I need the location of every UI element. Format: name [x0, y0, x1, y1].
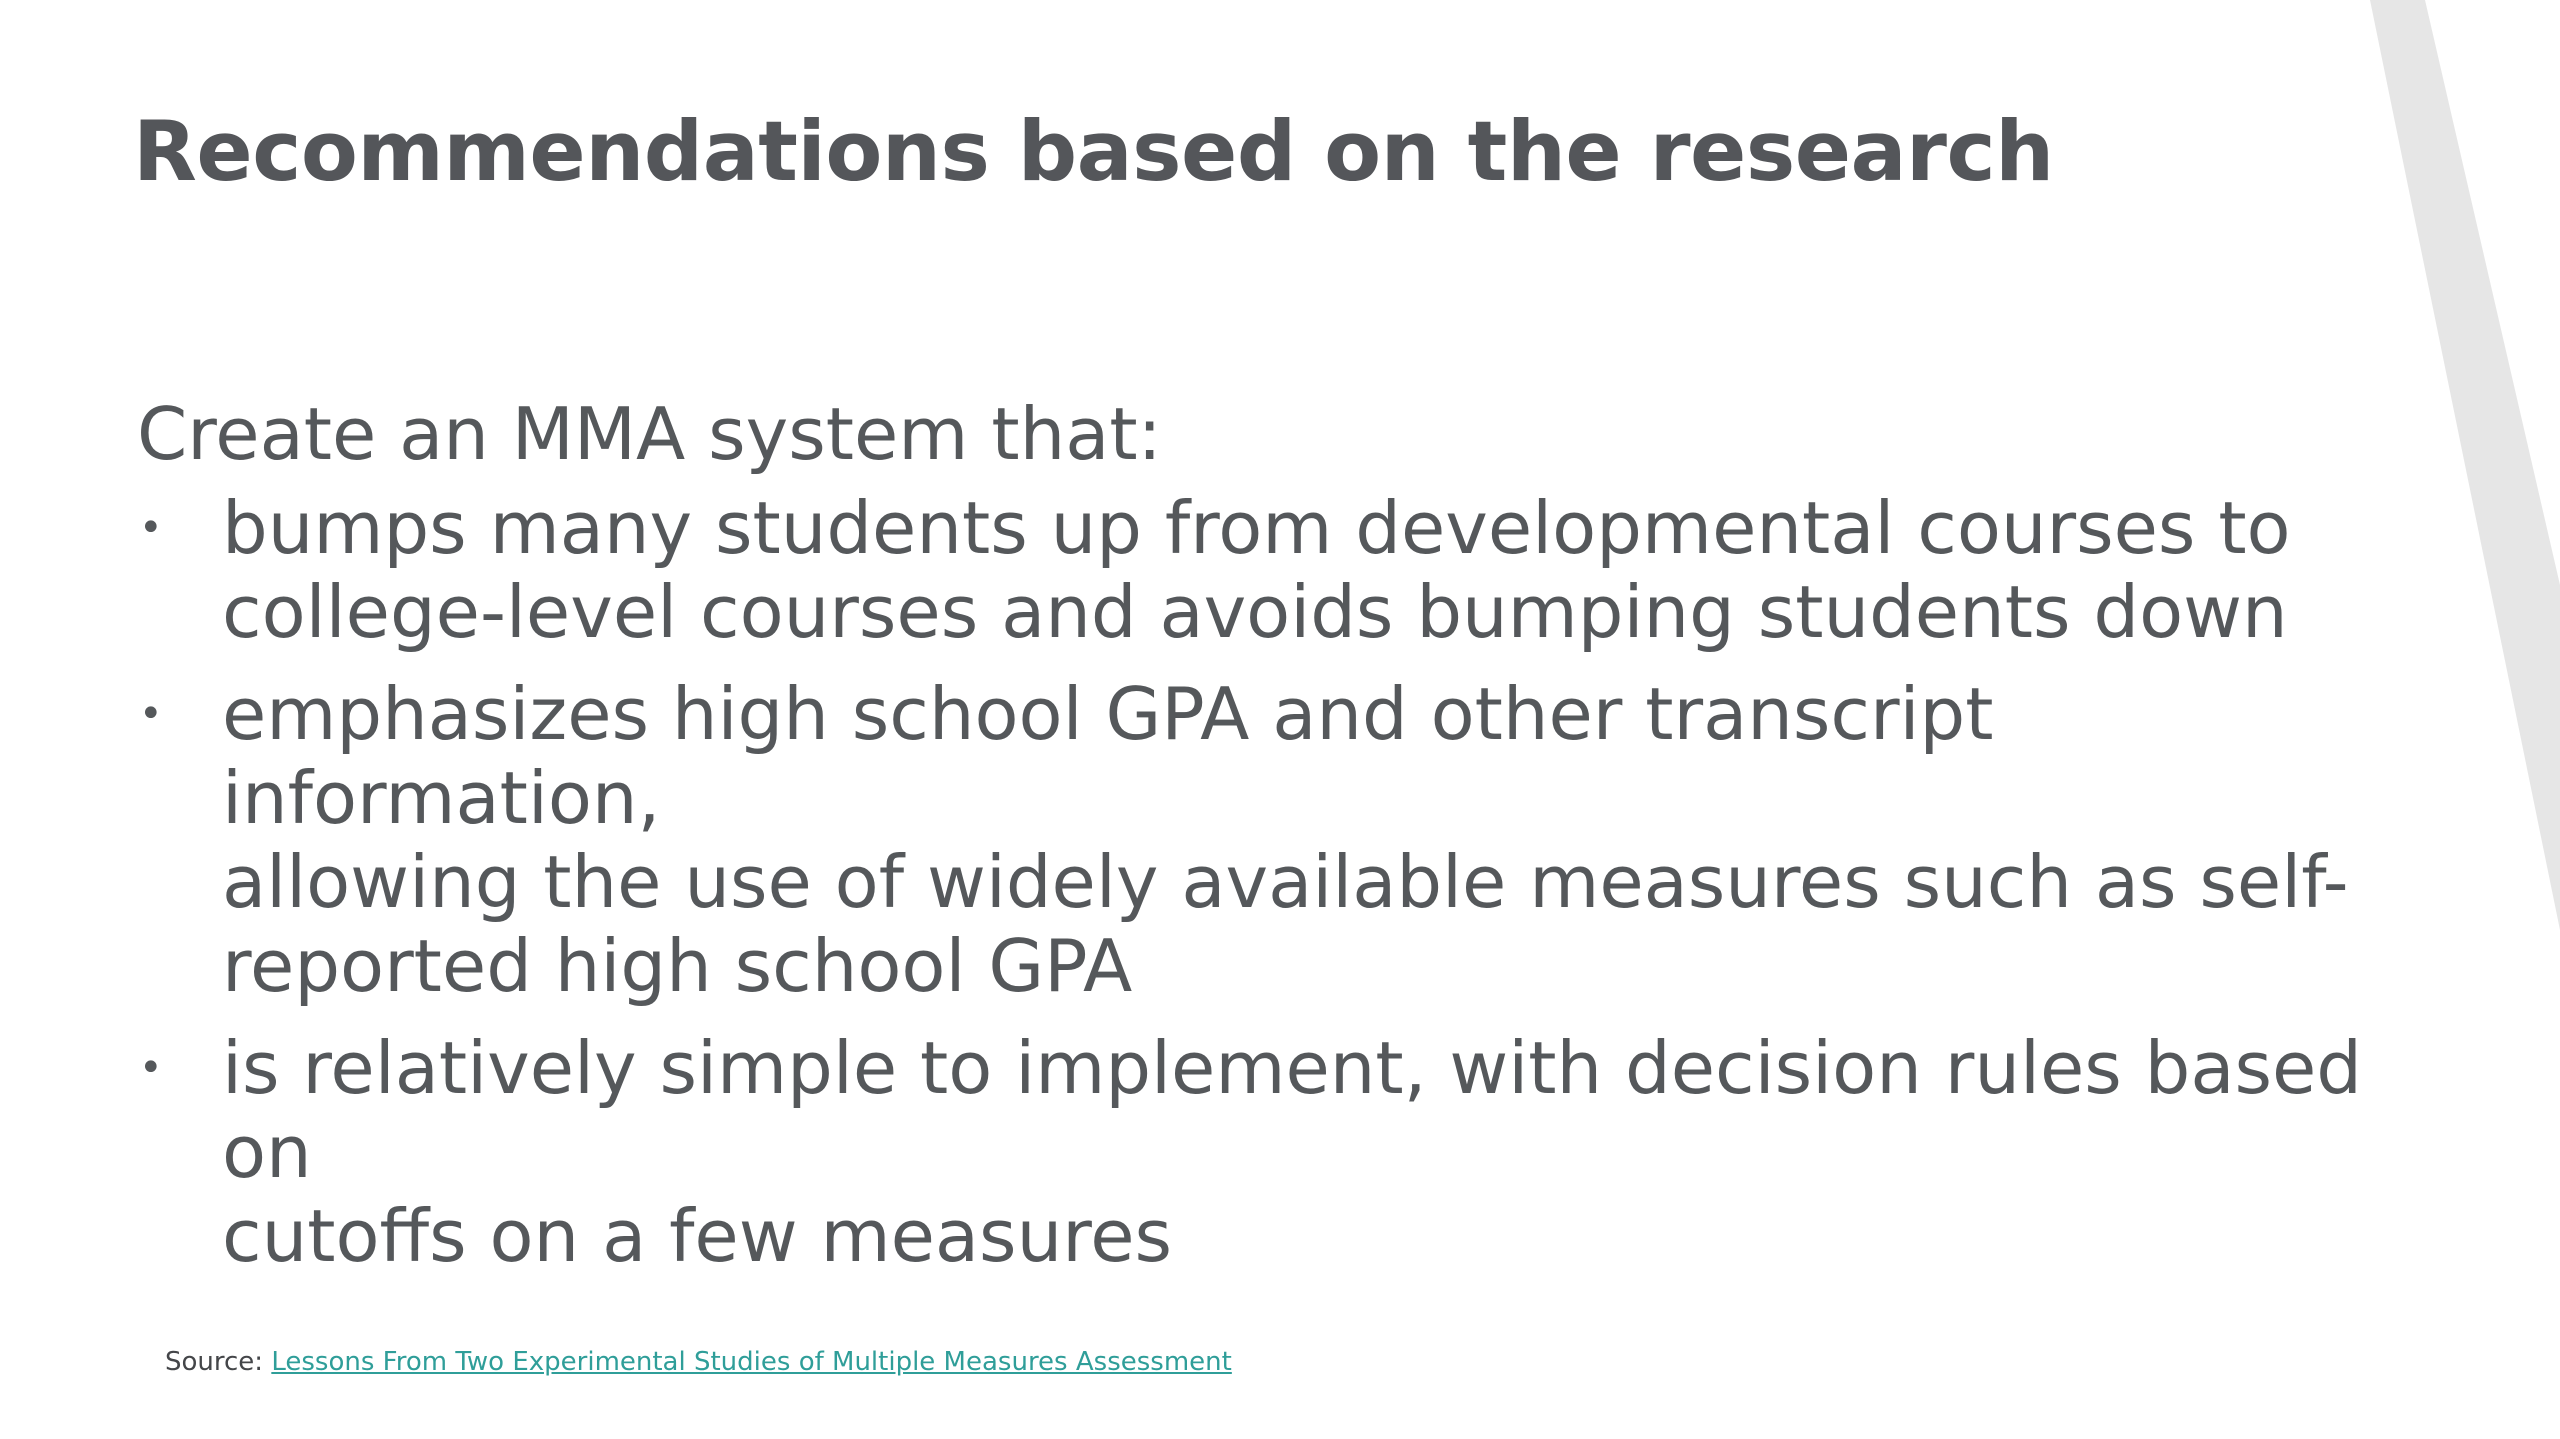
list-item	[137, 486, 2377, 654]
bullet-icon: •	[139, 1045, 163, 1091]
recommendation-list	[137, 486, 2377, 1278]
bullet-icon: •	[139, 505, 163, 551]
list-item-text: emphasizes high school GPA and other transcript information, allowing the use of widely available measures such as self- reported high school GPA	[222, 672, 2349, 1008]
slide-title: Recommendations based on the research	[133, 103, 2054, 200]
bullet-icon: •	[139, 691, 163, 737]
intro-text: Create an MMA system that:	[137, 392, 1162, 476]
source-link[interactable]: Lessons From Two Experimental Studies of Multiple Measures Assessment	[271, 1347, 1232, 1377]
list-item	[137, 672, 2377, 1008]
slide-body	[137, 388, 2377, 1296]
source-label: Source:	[165, 1347, 272, 1377]
source-citation	[165, 1345, 1232, 1379]
list-item-text: bumps many students up from developmental courses to college-level courses and avoids bumping students down	[222, 486, 2291, 654]
list-item-text: is relatively simple to implement, with decision rules based on cutoffs on a few measures	[222, 1026, 2362, 1278]
list-item	[137, 1026, 2377, 1278]
